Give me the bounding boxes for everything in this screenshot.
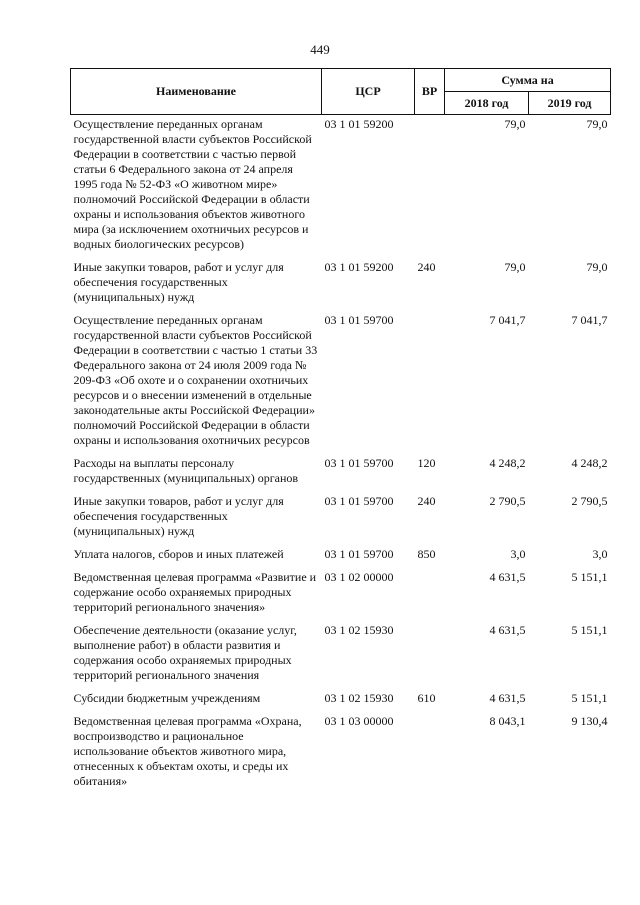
row-sum-2018-cell: 79,0 [504,260,526,274]
row-vr-cell: 240 [417,260,436,274]
row-sum-2019-cell: 5 151,1 [571,623,608,637]
row-sum-2018-cell: 4 631,5 [489,623,526,637]
row-csr-cell: 03 1 01 59700 [324,547,394,561]
row-vr-cell: 240 [417,494,436,508]
header-year-2018: 2018 год [445,92,529,115]
row-csr-cell: 03 1 01 59700 [324,456,394,470]
row-name-cell: Ведомственная целевая программа «Развитие и содержание особо охраняемых природных территорий регионального значения» [73,570,317,614]
row-name-cell: Иные закупки товаров, работ и услуг для обеспечения государственных (муниципальных) нужд [73,260,284,304]
row-sum-2018-cell: 3,0 [510,547,526,561]
row-name-cell: Иные закупки товаров, работ и услуг для обеспечения государственных (муниципальных) нужд [73,494,284,538]
table-row [71,689,611,712]
row-csr-cell: 03 1 02 15930 [324,623,394,637]
table-header [71,69,611,115]
row-vr-cell: 610 [417,691,436,705]
table-row [71,545,611,568]
row-csr-cell: 03 1 01 59700 [324,313,394,327]
row-sum-2019-cell: 4 248,2 [571,456,608,470]
header-sum: Сумма на [445,69,611,92]
row-vr-cell [415,621,445,689]
header-csr: ЦСР [322,69,415,115]
row-sum-2019-cell: 79,0 [586,260,608,274]
row-csr-cell: 03 1 01 59700 [324,494,394,508]
row-sum-2019-cell: 5 151,1 [571,691,608,705]
row-vr-cell: 850 [417,547,436,561]
row-sum-2019-cell: 5 151,1 [571,570,608,584]
row-sum-2019-cell: 2 790,5 [571,494,608,508]
row-name-cell: Ведомственная целевая программа «Охрана, воспроизводство и рациональное использование объектов животного мира, отнесенных к объектам охоты, и среды их обитания» [73,714,302,788]
row-name-cell: Осуществление переданных органам государственной власти субъектов Российской Федерации в соответствии с частью 1 статьи 33 Федерального закона от 24 июля 2009 года № 209-ФЗ «Об охоте и о сохранении охотничьих ресурсов и о внесении изменений в отдельные законодательные акты Российской Федерации» полномочий Российской Федерации в области охраны и использования охотничьих ресурсов [73,313,318,447]
table-body [71,115,611,796]
row-name-cell: Субсидии бюджетным учреждениям [73,691,261,705]
row-name-cell: Уплата налогов, сборов и иных платежей [73,547,284,561]
row-vr-cell [415,568,445,621]
table-row [71,454,611,492]
table-row [71,712,611,795]
table-row [71,492,611,545]
row-sum-2018-cell: 4 631,5 [489,570,526,584]
row-csr-cell: 03 1 01 59200 [324,260,394,274]
row-sum-2018-cell: 4 631,5 [489,691,526,705]
row-vr-cell [415,115,445,259]
row-sum-2018-cell: 79,0 [504,117,526,131]
row-vr-cell [415,712,445,795]
row-csr-cell: 03 1 02 00000 [324,570,394,584]
table-row [71,568,611,621]
header-vr: ВР [415,69,445,115]
row-vr-cell [415,311,445,454]
row-sum-2019-cell: 79,0 [586,117,608,131]
table-row [71,115,611,259]
row-csr-cell: 03 1 02 15930 [324,691,394,705]
row-name-cell: Обеспечение деятельности (оказание услуг, выполнение работ) в области развития и содержания особо охраняемых природных территорий регионального значения [73,623,297,682]
row-sum-2019-cell: 9 130,4 [571,714,608,728]
row-sum-2018-cell: 7 041,7 [489,313,526,327]
row-name-cell: Расходы на выплаты персоналу государственных (муниципальных) органов [73,456,299,485]
row-sum-2018-cell: 8 043,1 [489,714,526,728]
header-name: Наименование [71,69,322,115]
row-csr-cell: 03 1 01 59200 [324,117,394,131]
row-vr-cell: 120 [417,456,436,470]
row-sum-2019-cell: 3,0 [592,547,608,561]
row-sum-2018-cell: 4 248,2 [489,456,526,470]
table-row [71,258,611,311]
budget-table [70,68,611,795]
row-sum-2019-cell: 7 041,7 [571,313,608,327]
table-row [71,621,611,689]
row-csr-cell: 03 1 03 00000 [324,714,394,728]
page-number: 449 [310,42,330,57]
table-row [71,311,611,454]
header-year-2019: 2019 год [529,92,611,115]
row-name-cell: Осуществление переданных органам государственной власти субъектов Российской Федерации в соответствии с частью первой статьи 6 Федерального закона от 24 апреля 1995 года № 52-ФЗ «О животном мире» полномочий Российской Федерации в области охраны и использования объектов животного мира (за исключением охотничьих ресурсов и водных биологических ресурсов) [73,117,312,251]
row-sum-2018-cell: 2 790,5 [489,494,526,508]
